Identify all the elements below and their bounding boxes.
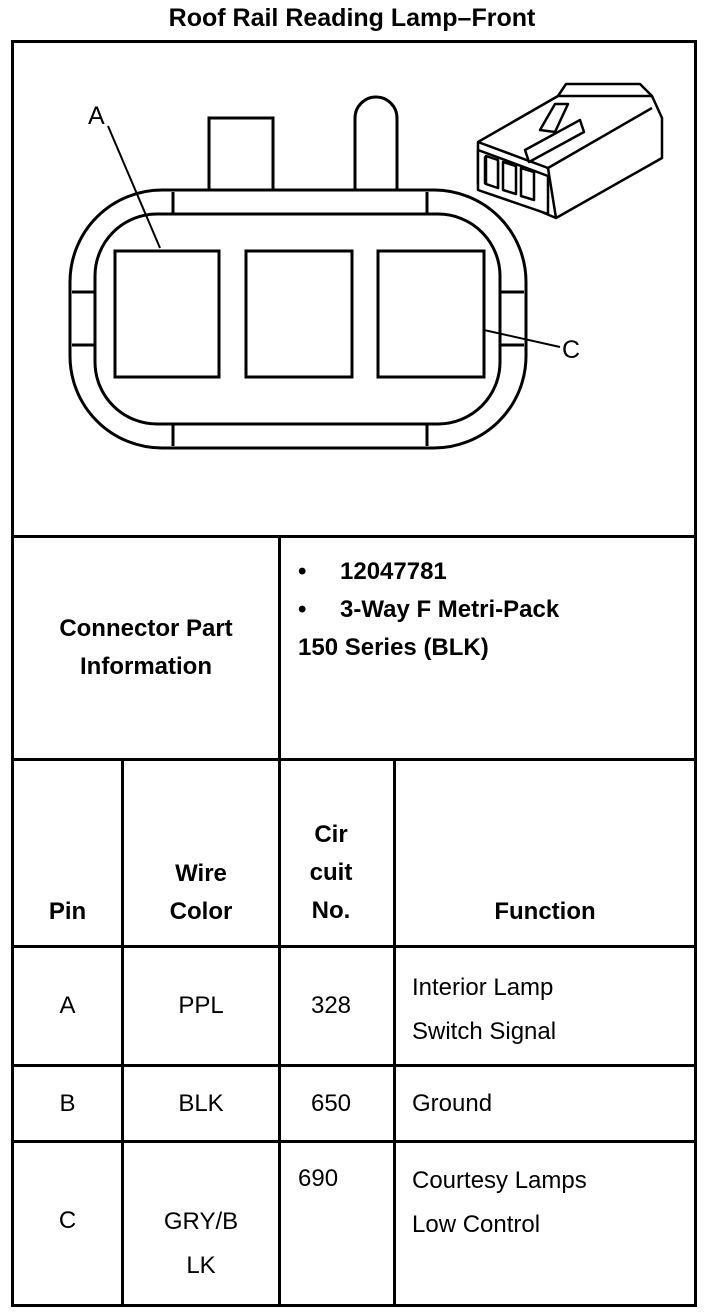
header-circuit-no: Cir cuit No.	[309, 821, 353, 924]
separator-row-c	[11, 1140, 697, 1143]
row-b-pin: B	[59, 1090, 76, 1117]
connector-info-list	[298, 553, 694, 667]
separator-row-a	[11, 945, 697, 948]
connector-info-label: Connector Part Information	[59, 615, 233, 680]
connector-info-item: • 3-Way F Metri-Pack	[298, 596, 560, 623]
row-b-function: Ground	[412, 1090, 493, 1117]
row-b-wire-color: BLK	[178, 1090, 224, 1117]
page-title: Roof Rail Reading Lamp–Front	[168, 4, 536, 32]
column-divider-function	[393, 758, 396, 1307]
row-b-circuit: 650	[310, 1090, 352, 1117]
label-a: A	[88, 102, 105, 130]
row-a-wire-color: PPL	[178, 992, 224, 1019]
separator-row-b	[11, 1064, 697, 1067]
row-a-circuit: 328	[310, 992, 352, 1019]
header-function: Function	[494, 898, 596, 925]
connector-info-continuation: 150 Series (BLK)	[298, 634, 489, 661]
row-a-function: Interior Lamp Switch Signal	[412, 974, 557, 1045]
connector-diagram	[14, 43, 694, 535]
connector-isometric-icon	[478, 84, 662, 218]
lock-tab	[209, 118, 273, 190]
row-c-pin: C	[58, 1207, 77, 1234]
row-c-function: Courtesy Lamps Low Control	[412, 1167, 587, 1238]
row-c-circuit: 690	[298, 1165, 339, 1192]
separator-connector-info	[11, 535, 697, 538]
connector-info-item: • 12047781	[298, 558, 447, 585]
row-c-wire-color: GRY/B LK	[163, 1208, 239, 1279]
label-c: C	[562, 336, 581, 364]
header-wire-color: Wire Color	[169, 860, 233, 925]
header-pin: Pin	[48, 898, 87, 925]
row-a-pin: A	[59, 992, 76, 1019]
connector-housing-outer	[70, 190, 526, 448]
separator-table-header	[11, 758, 697, 761]
